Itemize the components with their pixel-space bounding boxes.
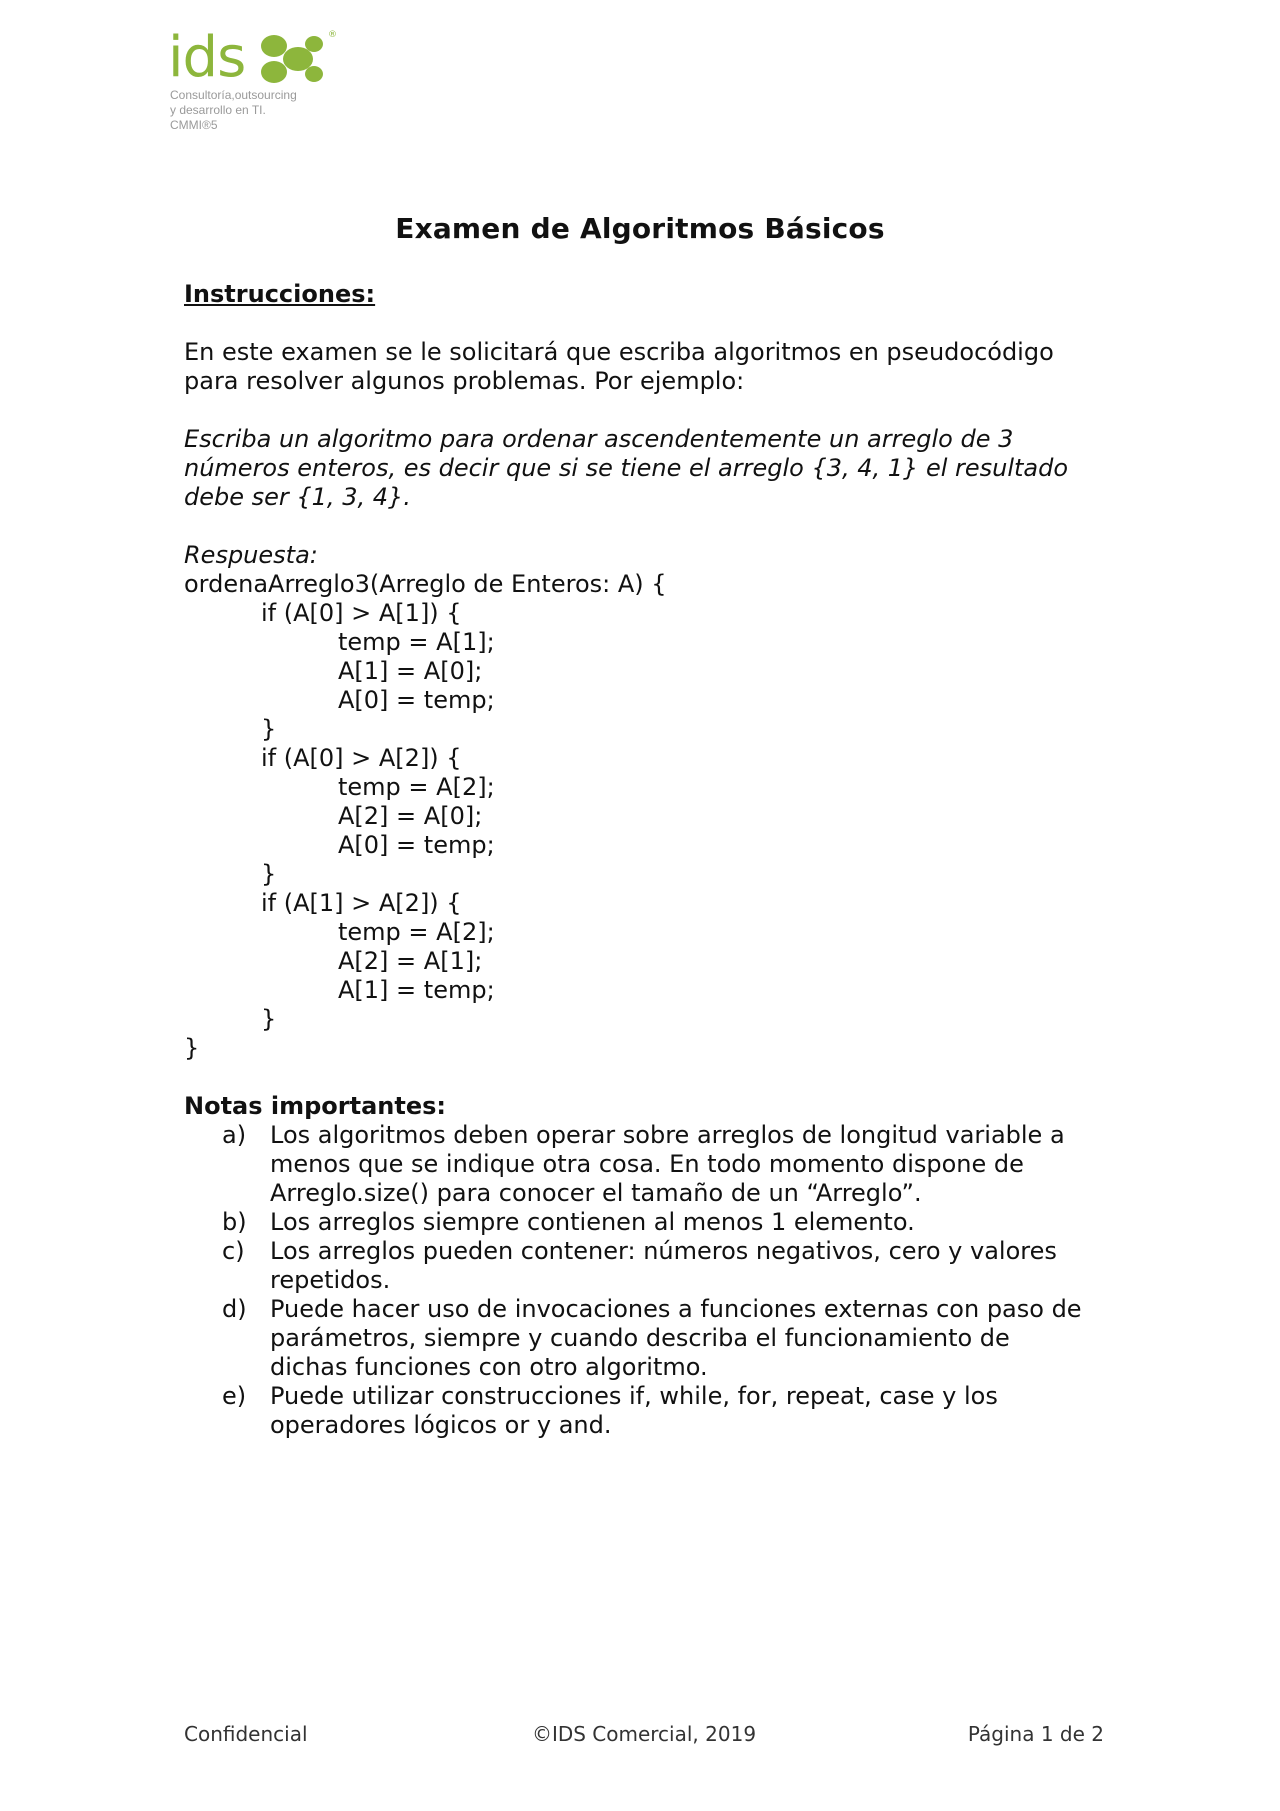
list-item-label: c)	[222, 1237, 245, 1265]
code-line: if (A[0] > A[1]) {	[261, 599, 462, 627]
code-line: }	[261, 1005, 277, 1033]
code-line: }	[261, 860, 277, 888]
code-line: A[2] = A[1];	[338, 947, 483, 975]
code-line: }	[184, 1034, 200, 1062]
code-line: A[0] = temp;	[338, 831, 495, 859]
notes-heading: Notas importantes:	[184, 1092, 447, 1120]
list-item-text: Los algoritmos deben operar sobre arreglos de longitud variable a menos que se indique otra cosa. En todo momento dispone de Arreglo.size() para conocer el tamaño de un “Arreglo”.	[270, 1121, 1065, 1207]
document-body	[184, 280, 1104, 1440]
footer-page-number: Página 1 de 2	[967, 1722, 1104, 1746]
list-item	[184, 1295, 1104, 1382]
page-footer	[184, 1722, 1104, 1752]
list-item-text: Los arreglos siempre contienen al menos 1 elemento.	[270, 1208, 915, 1236]
answer-label: Respuesta:	[184, 541, 318, 569]
list-item-label: d)	[222, 1295, 247, 1323]
ids-flower-logo-icon	[258, 32, 326, 88]
code-line: temp = A[2];	[338, 918, 495, 946]
list-item-label: a)	[222, 1121, 247, 1149]
company-logo	[168, 25, 337, 141]
code-line: A[0] = temp;	[338, 686, 495, 714]
code-line: A[1] = A[0];	[338, 657, 483, 685]
code-line: A[2] = A[0];	[338, 802, 483, 830]
list-item	[184, 1237, 1104, 1295]
code-line: }	[261, 715, 277, 743]
pseudocode-block	[184, 570, 1104, 1063]
footer-copyright: ©IDS Comercial, 2019	[531, 1722, 757, 1746]
code-line: if (A[1] > A[2]) {	[261, 889, 462, 917]
logo-tagline-line: Consultoría,outsourcing	[170, 88, 297, 102]
list-item-text: Puede hacer uso de invocaciones a funciones externas con paso de parámetros, siempre y cuando describa el funcionamiento de dichas funciones con otro algoritmo.	[270, 1295, 1082, 1381]
code-line: ordenaArreglo3(Arreglo de Enteros: A) {	[184, 570, 667, 598]
logo-tagline-line: CMMI®5	[170, 118, 218, 132]
footer-confidential: Confidencial	[184, 1722, 308, 1746]
code-line: temp = A[2];	[338, 773, 495, 801]
list-item-text: Los arreglos pueden contener: números negativos, cero y valores repetidos.	[270, 1237, 1057, 1294]
list-item	[184, 1121, 1104, 1208]
logo-wordmark: ids	[168, 25, 246, 90]
code-line: temp = A[1];	[338, 628, 495, 656]
logo-tagline-line: y desarrollo en TI.	[170, 103, 266, 117]
logo-tagline	[170, 88, 330, 133]
list-item-label: e)	[222, 1382, 247, 1410]
registered-mark: ®	[328, 30, 337, 40]
instructions-heading: Instrucciones:	[184, 280, 376, 308]
code-line: if (A[0] > A[2]) {	[261, 744, 462, 772]
example-problem: Escriba un algoritmo para ordenar ascendentemente un arreglo de 3 números enteros, es decir que si se tiene el arreglo {3, 4, 1} el resultado debe ser {1, 3, 4}.	[184, 425, 1069, 511]
list-item-label: b)	[222, 1208, 247, 1236]
list-item	[184, 1208, 1104, 1237]
code-line: A[1] = temp;	[338, 976, 495, 1004]
instructions-intro: En este examen se le solicitará que escriba algoritmos en pseudocódigo para resolver algunos problemas. Por ejemplo:	[184, 338, 1054, 395]
document-title: Examen de Algoritmos Básicos	[395, 212, 885, 245]
notes-list	[184, 1121, 1104, 1440]
list-item	[184, 1382, 1104, 1440]
list-item-text: Puede utilizar construcciones if, while, for, repeat, case y los operadores lógicos or y and.	[270, 1382, 998, 1439]
